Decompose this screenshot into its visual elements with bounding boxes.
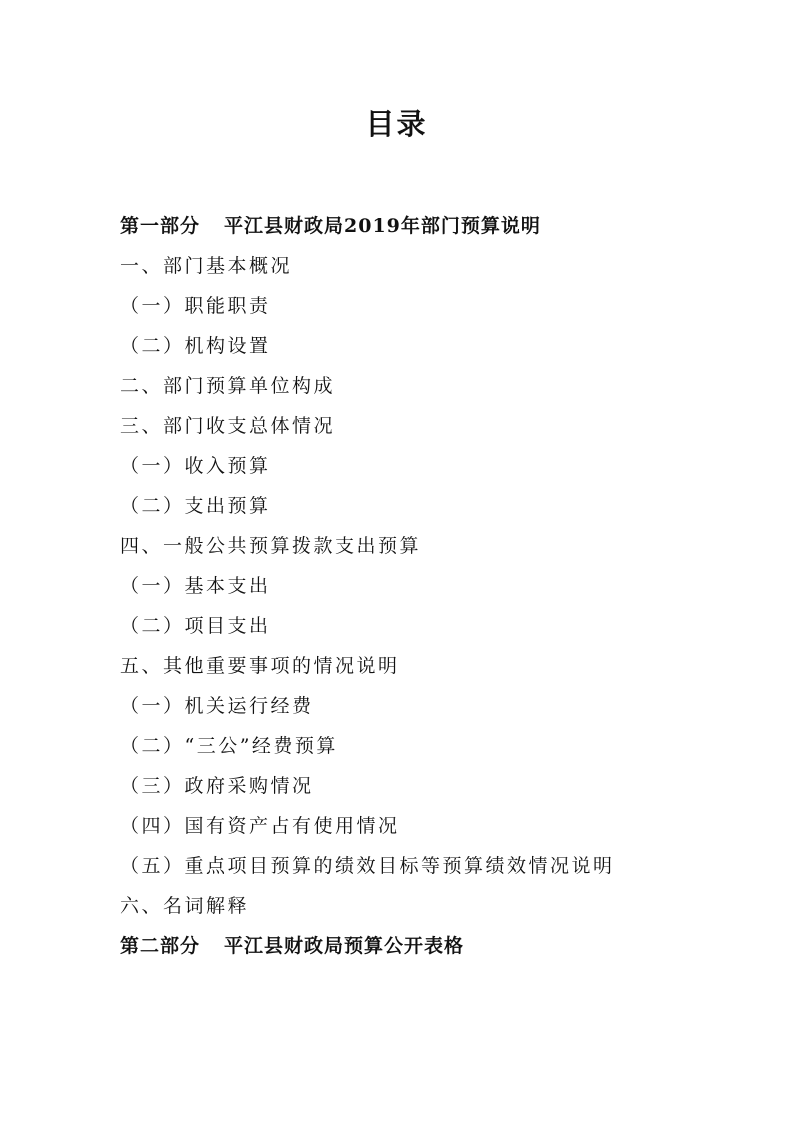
page-title: 目录: [365, 107, 428, 141]
toc-item: （一）基本支出: [120, 575, 271, 597]
toc-item: 一、部门基本概况: [120, 255, 293, 277]
toc-part-2: [120, 926, 720, 966]
toc-item: （二）项目支出: [120, 615, 271, 637]
toc-item: （四）国有资产占有使用情况: [120, 815, 400, 837]
toc-item: （五）重点项目预算的绩效目标等预算绩效情况说明: [120, 855, 615, 877]
toc-item: 三、部门收支总体情况: [120, 415, 336, 437]
toc-item: （三）政府采购情况: [120, 775, 314, 797]
toc-item: （一）收入预算: [120, 455, 271, 477]
toc-item: 二、部门预算单位构成: [120, 375, 336, 397]
toc-part-1: [120, 206, 720, 246]
toc-item: （二）支出预算: [120, 495, 271, 517]
part-2-label: 第二部分: [120, 935, 201, 957]
toc-item: 六、名词解释: [120, 895, 250, 917]
toc-item: 四、一般公共预算拨款支出预算: [120, 535, 422, 557]
toc-item: （一）机关运行经费: [120, 695, 314, 717]
part-1-label: 第一部分: [120, 215, 201, 237]
toc-item: （一）职能职责: [120, 295, 271, 317]
toc-item: （二）机构设置: [120, 335, 271, 357]
part-2-name: 平江县财政局预算公开表格: [224, 935, 465, 957]
toc-item: （二）“三公”经费预算: [120, 735, 338, 757]
table-of-contents: [120, 206, 720, 966]
part-1-name: 平江县财政局2019年部门预算说明: [224, 215, 541, 237]
toc-item: 五、其他重要事项的情况说明: [120, 655, 400, 677]
